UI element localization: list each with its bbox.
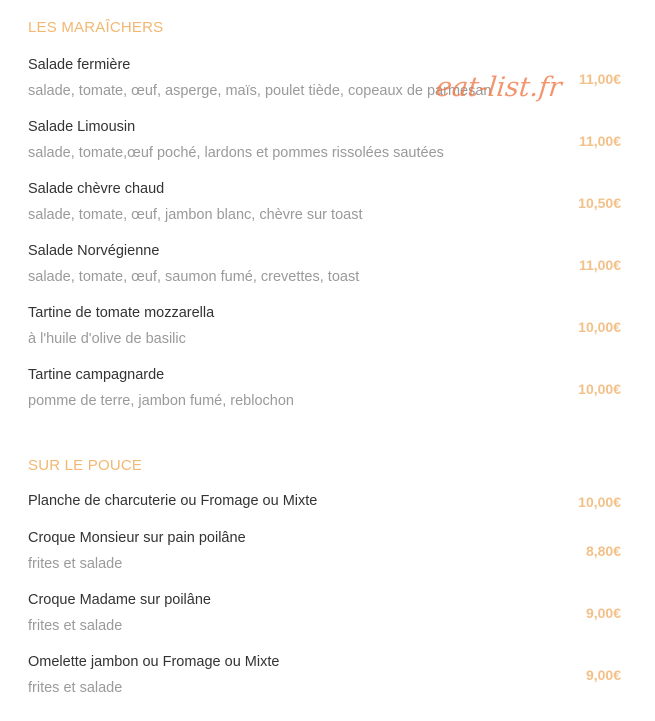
item-description: salade, tomate, œuf, asperge, maïs, poulet tiède, copeaux de parmesan — [28, 83, 492, 99]
section-title-les-maraichers: LES MARAÎCHERS — [28, 19, 164, 36]
item-name: Salade fermière — [28, 57, 131, 73]
item-price: 11,00€ — [578, 257, 621, 273]
item-price: 9,00€ — [585, 605, 621, 621]
item-description: frites et salade — [28, 680, 123, 696]
item-description: salade, tomate,œuf poché, lardons et pommes rissolées sautées — [28, 145, 444, 161]
item-name: Croque Monsieur sur pain poilâne — [28, 530, 246, 546]
item-price: 11,00€ — [578, 71, 621, 87]
item-name: Tartine de tomate mozzarella — [28, 305, 215, 321]
item-description: frites et salade — [28, 618, 123, 634]
item-name: Salade Norvégienne — [28, 243, 160, 259]
item-name: Croque Madame sur poilâne — [28, 592, 211, 608]
item-description: pomme de terre, jambon fumé, reblochon — [28, 393, 294, 409]
item-price: 8,80€ — [585, 543, 621, 559]
item-name: Omelette jambon ou Fromage ou Mixte — [28, 654, 280, 670]
item-name: Planche de charcuterie ou Fromage ou Mixte — [28, 493, 318, 509]
item-price: 11,00€ — [578, 133, 621, 149]
item-name: Salade chèvre chaud — [28, 181, 165, 197]
item-price: 10,50€ — [578, 195, 621, 211]
item-description: salade, tomate, œuf, jambon blanc, chèvre sur toast — [28, 207, 363, 223]
item-description: à l'huile d'olive de basilic — [28, 331, 186, 347]
item-name: Tartine campagnarde — [28, 367, 165, 383]
item-price: 9,00€ — [585, 667, 621, 683]
section-title-sur-le-pouce: SUR LE POUCE — [28, 457, 143, 474]
item-name: Salade Limousin — [28, 119, 136, 135]
item-price: 10,00€ — [578, 381, 621, 397]
item-price: 10,00€ — [578, 494, 621, 510]
item-description: frites et salade — [28, 556, 123, 572]
item-description: salade, tomate, œuf, saumon fumé, crevettes, toast — [28, 269, 360, 285]
watermark: eat-list.fr — [434, 72, 564, 103]
item-price: 10,00€ — [578, 319, 621, 335]
